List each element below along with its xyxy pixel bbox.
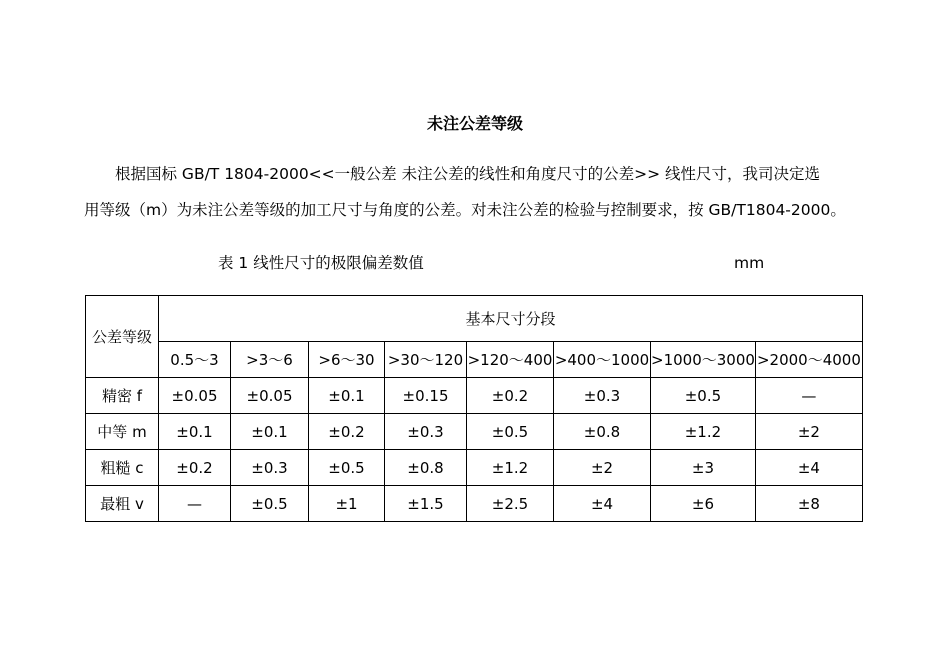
value-cell: ±0.8 xyxy=(554,414,651,450)
grade-header-cell: 公差等级 xyxy=(86,296,159,378)
range-cell: 0.5～3 xyxy=(159,342,231,378)
value-cell: ±1.2 xyxy=(467,450,554,486)
value-cell: ±0.15 xyxy=(385,378,467,414)
range-header-cell: 基本尺寸分段 xyxy=(159,296,863,342)
value-cell: ±0.1 xyxy=(231,414,309,450)
grade-cell: 中等 m xyxy=(86,414,159,450)
range-cell: >1000～3000 xyxy=(651,342,756,378)
value-cell: ±4 xyxy=(554,486,651,522)
value-cell: ±1.2 xyxy=(651,414,756,450)
table-caption: 表 1 线性尺寸的极限偏差数值 xyxy=(218,254,424,272)
table-unit: mm xyxy=(734,254,765,272)
value-cell: ±0.5 xyxy=(309,450,385,486)
value-cell: ±0.2 xyxy=(309,414,385,450)
range-cell: >6～30 xyxy=(309,342,385,378)
table-row xyxy=(86,450,863,486)
table-header-row xyxy=(86,296,863,342)
value-cell: ±0.5 xyxy=(231,486,309,522)
value-cell: ±0.05 xyxy=(231,378,309,414)
value-cell: ±0.2 xyxy=(159,450,231,486)
range-cell: >400～1000 xyxy=(554,342,651,378)
value-cell: ±2 xyxy=(554,450,651,486)
tolerance-table xyxy=(85,295,863,522)
table-row xyxy=(86,414,863,450)
grade-cell: 最粗 v xyxy=(86,486,159,522)
value-cell: ±0.05 xyxy=(159,378,231,414)
value-cell: ±0.5 xyxy=(651,378,756,414)
intro-paragraph-line-1: 根据国标 GB/T 1804-2000<<一般公差 未注公差的线性和角度尺寸的公差>> 线性尺寸，我司决定选 xyxy=(115,165,820,183)
range-cell: >30～120 xyxy=(385,342,467,378)
table-row xyxy=(86,486,863,522)
value-cell: — xyxy=(159,486,231,522)
value-cell: ±1 xyxy=(309,486,385,522)
grade-cell: 精密 f xyxy=(86,378,159,414)
range-cell: >120～400 xyxy=(467,342,554,378)
value-cell: ±0.3 xyxy=(554,378,651,414)
value-cell: ±2 xyxy=(755,414,862,450)
grade-cell: 粗糙 c xyxy=(86,450,159,486)
value-cell: — xyxy=(755,378,862,414)
range-row xyxy=(86,342,863,378)
table-row xyxy=(86,378,863,414)
value-cell: ±3 xyxy=(651,450,756,486)
value-cell: ±0.8 xyxy=(385,450,467,486)
range-cell: >2000～4000 xyxy=(755,342,862,378)
value-cell: ±0.1 xyxy=(309,378,385,414)
value-cell: ±1.5 xyxy=(385,486,467,522)
value-cell: ±8 xyxy=(755,486,862,522)
value-cell: ±2.5 xyxy=(467,486,554,522)
document-title: 未注公差等级 xyxy=(426,114,523,133)
value-cell: ±0.5 xyxy=(467,414,554,450)
value-cell: ±0.2 xyxy=(467,378,554,414)
range-cell: >3～6 xyxy=(231,342,309,378)
intro-paragraph-line-2: 用等级（m）为未注公差等级的加工尺寸与角度的公差。对未注公差的检验与控制要求，按 GB/T1804-2000。 xyxy=(84,201,846,219)
value-cell: ±0.3 xyxy=(231,450,309,486)
value-cell: ±4 xyxy=(755,450,862,486)
value-cell: ±0.3 xyxy=(385,414,467,450)
value-cell: ±6 xyxy=(651,486,756,522)
value-cell: ±0.1 xyxy=(159,414,231,450)
